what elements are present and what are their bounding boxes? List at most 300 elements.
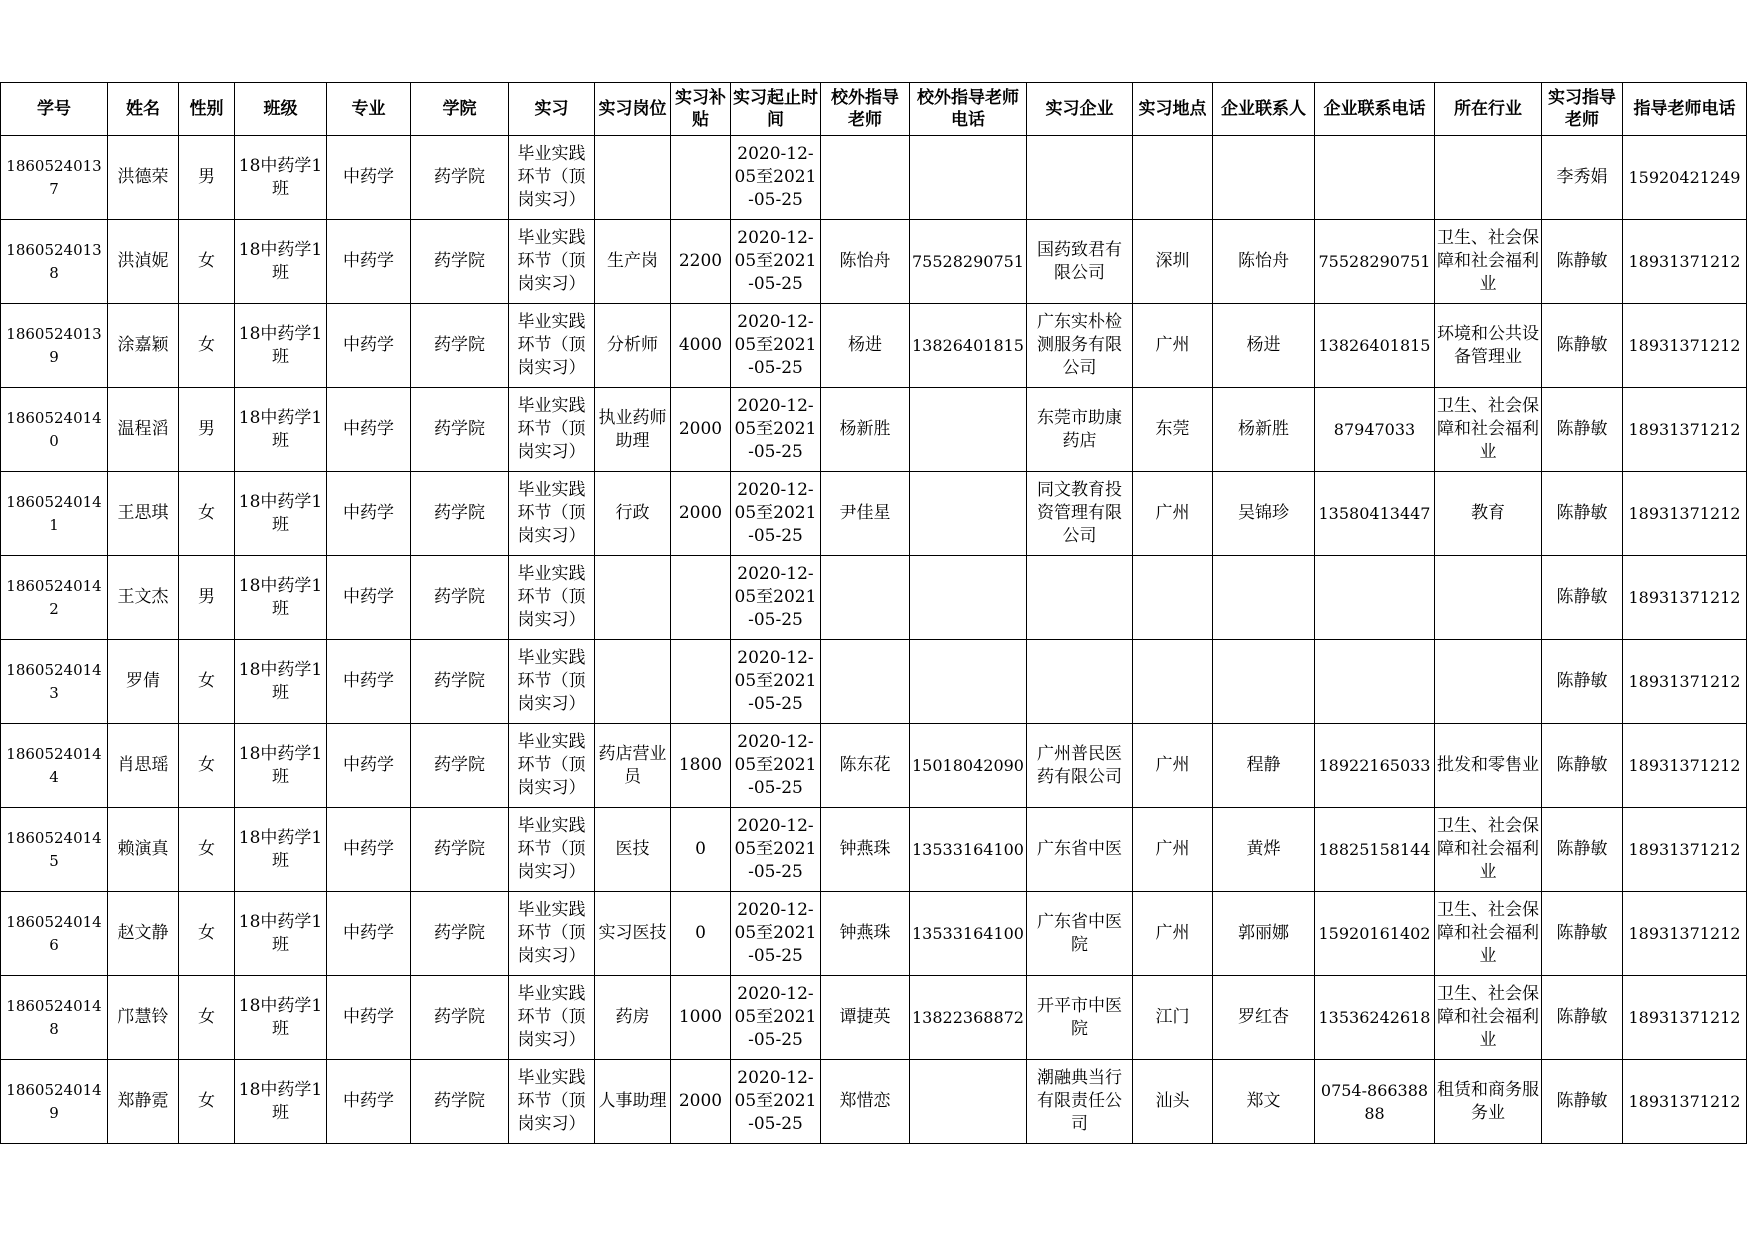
header-external-mentor-phone: 校外指导老师电话 [910, 83, 1027, 136]
cell-text: 18605240143 [6, 660, 102, 702]
cell-text: 药学院 [434, 587, 485, 607]
cell-external-mentor-phone [910, 556, 1027, 640]
cell-text: 女 [198, 839, 215, 859]
cell-college [411, 556, 509, 640]
cell-company-contact [1213, 640, 1315, 724]
cell-name [108, 724, 179, 808]
table-row [1, 220, 1747, 304]
cell-company-contact [1213, 220, 1315, 304]
cell-text: 13536242618 [1318, 1008, 1431, 1027]
cell-position [595, 724, 671, 808]
cell-location [1133, 388, 1213, 472]
cell-company [1027, 1060, 1133, 1144]
cell-text: 药学院 [434, 1007, 485, 1027]
cell-gender [179, 892, 235, 976]
cell-text: 2020-12-05至2021-05-25 [734, 732, 817, 798]
cell-mentor-phone [1623, 388, 1747, 472]
cell-external-mentor-phone [910, 724, 1027, 808]
cell-position [595, 1060, 671, 1144]
cell-internship-type [509, 976, 595, 1060]
header-company-phone: 企业联系电话 [1315, 83, 1435, 136]
cell-text: 2020-12-05至2021-05-25 [734, 312, 817, 378]
cell-college [411, 472, 509, 556]
cell-text: 0 [695, 923, 706, 943]
cell-name [108, 808, 179, 892]
cell-allowance [671, 472, 731, 556]
cell-text: 广东省中医 [1037, 839, 1122, 859]
cell-internal-mentor [1542, 892, 1623, 976]
cell-company-phone [1315, 1060, 1435, 1144]
cell-class [235, 136, 327, 220]
cell-internal-mentor [1542, 556, 1623, 640]
cell-company-phone [1315, 556, 1435, 640]
cell-external-mentor-phone [910, 976, 1027, 1060]
cell-text: 1000 [678, 1007, 723, 1027]
cell-company [1027, 388, 1133, 472]
cell-major [327, 556, 411, 640]
cell-external-mentor [821, 472, 910, 556]
cell-location [1133, 724, 1213, 808]
cell-college [411, 388, 509, 472]
cell-text: 生产岗 [607, 251, 658, 271]
cell-industry [1435, 976, 1542, 1060]
cell-text: 18931371212 [1628, 336, 1741, 355]
cell-major [327, 724, 411, 808]
header-company: 实习企业 [1027, 83, 1133, 136]
table-row [1, 136, 1747, 220]
cell-company-phone [1315, 220, 1435, 304]
cell-internship-type [509, 472, 595, 556]
table-row [1, 304, 1747, 388]
header-position: 实习岗位 [595, 83, 671, 136]
cell-major [327, 892, 411, 976]
cell-text: 郑惜恋 [839, 1091, 891, 1111]
cell-text: 18605240144 [6, 744, 102, 786]
cell-text: 药学院 [434, 419, 485, 439]
cell-major [327, 808, 411, 892]
cell-college [411, 808, 509, 892]
cell-text: 黄烨 [1246, 839, 1281, 859]
cell-text: 女 [198, 755, 215, 775]
cell-text: 罗倩 [126, 671, 160, 691]
cell-allowance [671, 304, 731, 388]
cell-allowance [671, 808, 731, 892]
cell-internship-type [509, 724, 595, 808]
cell-text: 程静 [1246, 755, 1281, 775]
cell-text: 男 [198, 167, 215, 187]
cell-position [595, 388, 671, 472]
cell-company-contact [1213, 304, 1315, 388]
cell-text: 吴锦珍 [1238, 503, 1289, 523]
cell-text: 2020-12-05至2021-05-25 [734, 900, 817, 966]
cell-gender [179, 136, 235, 220]
cell-text: 18605240146 [6, 912, 102, 954]
header-student-id: 学号 [1, 83, 108, 136]
cell-text: 尹佳星 [839, 503, 891, 523]
cell-company-phone [1315, 640, 1435, 724]
cell-text: 中药学 [343, 503, 394, 523]
cell-external-mentor [821, 808, 910, 892]
cell-text: 毕业实践环节（顶岗实习） [517, 648, 586, 714]
cell-text: 陈怡舟 [1238, 251, 1289, 271]
cell-text: 2000 [678, 1091, 723, 1111]
cell-name [108, 388, 179, 472]
cell-text: 13826401815 [1318, 336, 1431, 355]
cell-text: 毕业实践环节（顶岗实习） [517, 900, 586, 966]
cell-internship-type [509, 640, 595, 724]
cell-text: 女 [198, 335, 215, 355]
cell-external-mentor [821, 1060, 910, 1144]
cell-company [1027, 724, 1133, 808]
cell-text: 卫生、社会保障和社会福利业 [1437, 900, 1539, 966]
cell-period [731, 388, 821, 472]
cell-text: 郑静霓 [117, 1091, 169, 1111]
cell-industry [1435, 220, 1542, 304]
cell-text: 毕业实践环节（顶岗实习） [517, 1068, 586, 1134]
cell-text: 卫生、社会保障和社会福利业 [1437, 984, 1539, 1050]
cell-text: 东莞 [1155, 419, 1190, 439]
cell-company-contact [1213, 976, 1315, 1060]
cell-text: 国药致君有限公司 [1037, 239, 1122, 283]
cell-company-phone [1315, 388, 1435, 472]
cell-industry [1435, 640, 1542, 724]
cell-company [1027, 304, 1133, 388]
cell-college [411, 724, 509, 808]
table-row [1, 472, 1747, 556]
cell-period [731, 640, 821, 724]
cell-name [108, 1060, 179, 1144]
cell-college [411, 136, 509, 220]
cell-internal-mentor [1542, 640, 1623, 724]
cell-external-mentor [821, 220, 910, 304]
cell-text: 广东实朴检测服务有限公司 [1037, 312, 1122, 378]
cell-position [595, 892, 671, 976]
cell-allowance [671, 892, 731, 976]
cell-allowance [671, 136, 731, 220]
cell-text: 中药学 [343, 755, 394, 775]
cell-position [595, 976, 671, 1060]
cell-position [595, 640, 671, 724]
cell-text: 药店营业员 [598, 743, 667, 787]
cell-text: 2200 [678, 251, 723, 271]
cell-gender [179, 472, 235, 556]
cell-internship-type [509, 808, 595, 892]
cell-text: 18922165033 [1318, 756, 1431, 775]
table-row [1, 724, 1747, 808]
cell-text: 钟燕珠 [839, 839, 891, 859]
cell-text: 4000 [678, 335, 723, 355]
cell-text: 18中药学1班 [238, 659, 323, 703]
cell-text: 钟燕珠 [839, 923, 891, 943]
cell-company-phone [1315, 976, 1435, 1060]
cell-college [411, 220, 509, 304]
cell-text: 广州 [1155, 923, 1190, 943]
cell-text: 18中药学1班 [238, 575, 323, 619]
cell-text: 环境和公共设备管理业 [1437, 323, 1539, 367]
header-mentor-phone: 指导老师电话 [1623, 83, 1747, 136]
header-major: 专业 [327, 83, 411, 136]
cell-external-mentor-phone [910, 388, 1027, 472]
cell-text: 2020-12-05至2021-05-25 [734, 1068, 817, 1134]
cell-company-contact [1213, 808, 1315, 892]
header-company-contact: 企业联系人 [1213, 83, 1315, 136]
cell-text: 女 [198, 251, 215, 271]
cell-period [731, 136, 821, 220]
cell-text: 男 [198, 587, 215, 607]
cell-text: 女 [198, 1007, 215, 1027]
cell-industry [1435, 472, 1542, 556]
cell-text: 75528290751 [1318, 252, 1431, 271]
cell-industry [1435, 1060, 1542, 1144]
cell-external-mentor-phone [910, 808, 1027, 892]
cell-external-mentor [821, 724, 910, 808]
cell-external-mentor [821, 976, 910, 1060]
cell-text: 药学院 [434, 167, 485, 187]
cell-text: 女 [198, 503, 215, 523]
cell-external-mentor [821, 556, 910, 640]
cell-student-id [1, 640, 108, 724]
cell-internal-mentor [1542, 136, 1623, 220]
cell-text: 邝慧铃 [117, 1007, 169, 1027]
cell-company-contact [1213, 388, 1315, 472]
cell-text: 毕业实践环节（顶岗实习） [517, 396, 586, 462]
cell-text: 18605240140 [6, 408, 102, 450]
cell-class [235, 220, 327, 304]
cell-text: 18605240141 [6, 492, 102, 534]
cell-industry [1435, 556, 1542, 640]
cell-text: 女 [198, 671, 215, 691]
cell-text: 18中药学1班 [238, 911, 323, 955]
cell-text: 陈静敏 [1556, 1007, 1608, 1027]
cell-text: 18605240142 [6, 576, 102, 618]
cell-class [235, 724, 327, 808]
cell-location [1133, 556, 1213, 640]
cell-company-phone [1315, 472, 1435, 556]
cell-company-phone [1315, 136, 1435, 220]
cell-industry [1435, 808, 1542, 892]
cell-mentor-phone [1623, 472, 1747, 556]
cell-text: 18931371212 [1628, 1092, 1741, 1111]
cell-text: 18中药学1班 [238, 827, 323, 871]
cell-position [595, 220, 671, 304]
cell-text: 药学院 [434, 839, 485, 859]
cell-text: 陈静敏 [1556, 587, 1608, 607]
cell-text: 租赁和商务服务业 [1437, 1079, 1539, 1123]
cell-text: 药学院 [434, 923, 485, 943]
cell-external-mentor-phone [910, 220, 1027, 304]
cell-student-id [1, 1060, 108, 1144]
cell-company [1027, 556, 1133, 640]
header-row [1, 83, 1747, 136]
cell-gender [179, 220, 235, 304]
header-internship-type: 实习 [509, 83, 595, 136]
cell-text: 陈静敏 [1556, 335, 1608, 355]
cell-text: 批发和零售业 [1437, 755, 1539, 775]
cell-text: 18中药学1班 [238, 491, 323, 535]
table-body [1, 136, 1747, 1144]
cell-text: 18605240149 [6, 1080, 102, 1122]
cell-major [327, 1060, 411, 1144]
cell-text: 18中药学1班 [238, 1079, 323, 1123]
cell-position [595, 556, 671, 640]
cell-gender [179, 724, 235, 808]
cell-internal-mentor [1542, 1060, 1623, 1144]
table-row [1, 808, 1747, 892]
cell-text: 18931371212 [1628, 252, 1741, 271]
cell-text: 肖思瑶 [117, 755, 169, 775]
cell-allowance [671, 724, 731, 808]
cell-student-id [1, 388, 108, 472]
cell-period [731, 220, 821, 304]
cell-class [235, 556, 327, 640]
cell-gender [179, 640, 235, 724]
cell-external-mentor [821, 304, 910, 388]
cell-name [108, 220, 179, 304]
table-row [1, 1060, 1747, 1144]
cell-gender [179, 1060, 235, 1144]
cell-text: 陈静敏 [1556, 251, 1608, 271]
cell-company [1027, 892, 1133, 976]
cell-text: 2020-12-05至2021-05-25 [734, 144, 817, 210]
cell-gender [179, 388, 235, 472]
cell-text: 涂嘉颖 [117, 335, 169, 355]
cell-period [731, 472, 821, 556]
cell-position [595, 808, 671, 892]
header-class: 班级 [235, 83, 327, 136]
cell-company-contact [1213, 724, 1315, 808]
cell-student-id [1, 724, 108, 808]
cell-text: 18605240138 [6, 240, 102, 282]
header-gender: 性别 [179, 83, 235, 136]
cell-name [108, 472, 179, 556]
cell-allowance [671, 976, 731, 1060]
cell-period [731, 724, 821, 808]
cell-company [1027, 220, 1133, 304]
cell-external-mentor-phone [910, 136, 1027, 220]
cell-text: 卫生、社会保障和社会福利业 [1437, 816, 1539, 882]
cell-company-contact [1213, 136, 1315, 220]
cell-text: 罗红杏 [1238, 1007, 1289, 1027]
cell-class [235, 892, 327, 976]
cell-text: 郑文 [1246, 1091, 1281, 1111]
cell-text: 赖演真 [117, 839, 169, 859]
cell-text: 广东省中医院 [1037, 911, 1122, 955]
cell-external-mentor-phone [910, 1060, 1027, 1144]
cell-internal-mentor [1542, 808, 1623, 892]
cell-name [108, 136, 179, 220]
cell-text: 13533164100 [912, 924, 1024, 943]
cell-text: 洪德荣 [117, 167, 169, 187]
cell-mentor-phone [1623, 724, 1747, 808]
cell-text: 毕业实践环节（顶岗实习） [517, 144, 586, 210]
cell-text: 1800 [678, 755, 723, 775]
cell-text: 潮融典当行有限责任公司 [1037, 1068, 1122, 1134]
cell-period [731, 892, 821, 976]
cell-text: 毕业实践环节（顶岗实习） [517, 228, 586, 294]
cell-text: 药学院 [434, 503, 485, 523]
cell-internship-type [509, 220, 595, 304]
cell-industry [1435, 724, 1542, 808]
cell-company [1027, 808, 1133, 892]
cell-period [731, 556, 821, 640]
cell-period [731, 808, 821, 892]
cell-gender [179, 556, 235, 640]
cell-company-phone [1315, 724, 1435, 808]
cell-text: 同文教育投资管理有限公司 [1037, 480, 1122, 546]
cell-text: 18931371212 [1628, 924, 1741, 943]
cell-student-id [1, 976, 108, 1060]
cell-text: 毕业实践环节（顶岗实习） [517, 732, 586, 798]
cell-text: 药学院 [434, 251, 485, 271]
cell-text: 13580413447 [1318, 504, 1431, 523]
cell-text: 陈静敏 [1556, 419, 1608, 439]
cell-company-phone [1315, 892, 1435, 976]
header-college: 学院 [411, 83, 509, 136]
cell-text: 13533164100 [912, 840, 1024, 859]
cell-internal-mentor [1542, 304, 1623, 388]
cell-student-id [1, 136, 108, 220]
header-period: 实习起止时间 [731, 83, 821, 136]
cell-name [108, 556, 179, 640]
cell-text: 18中药学1班 [238, 323, 323, 367]
cell-class [235, 1060, 327, 1144]
cell-position [595, 136, 671, 220]
cell-text: 广州 [1155, 755, 1190, 775]
cell-mentor-phone [1623, 220, 1747, 304]
cell-internship-type [509, 388, 595, 472]
cell-text: 杨新胜 [1238, 419, 1289, 439]
cell-text: 0 [695, 839, 706, 859]
header-internal-mentor: 实习指导老师 [1542, 83, 1623, 136]
cell-text: 18931371212 [1628, 588, 1741, 607]
cell-class [235, 388, 327, 472]
cell-student-id [1, 808, 108, 892]
cell-text: 药学院 [434, 335, 485, 355]
cell-text: 分析师 [607, 335, 658, 355]
cell-text: 75528290751 [912, 252, 1024, 271]
cell-text: 执业药师助理 [598, 407, 667, 451]
cell-text: 18605240148 [6, 996, 102, 1038]
cell-mentor-phone [1623, 1060, 1747, 1144]
cell-mentor-phone [1623, 892, 1747, 976]
cell-text: 2020-12-05至2021-05-25 [734, 984, 817, 1050]
cell-mentor-phone [1623, 304, 1747, 388]
cell-text: 2000 [678, 503, 723, 523]
cell-major [327, 976, 411, 1060]
cell-text: 中药学 [343, 167, 394, 187]
header-location: 实习地点 [1133, 83, 1213, 136]
cell-text: 男 [198, 419, 215, 439]
cell-internship-type [509, 136, 595, 220]
cell-college [411, 1060, 509, 1144]
cell-text: 女 [198, 1091, 215, 1111]
cell-text: 18931371212 [1628, 756, 1741, 775]
cell-text: 药学院 [434, 671, 485, 691]
cell-student-id [1, 556, 108, 640]
cell-internship-type [509, 304, 595, 388]
cell-company-contact [1213, 556, 1315, 640]
cell-allowance [671, 388, 731, 472]
cell-text: 教育 [1471, 503, 1505, 523]
cell-text: 毕业实践环节（顶岗实习） [517, 816, 586, 882]
table-row [1, 388, 1747, 472]
cell-mentor-phone [1623, 136, 1747, 220]
cell-text: 深圳 [1155, 251, 1190, 271]
cell-text: 18931371212 [1628, 504, 1741, 523]
cell-text: 陈静敏 [1556, 503, 1608, 523]
cell-text: 毕业实践环节（顶岗实习） [517, 984, 586, 1050]
cell-major [327, 472, 411, 556]
